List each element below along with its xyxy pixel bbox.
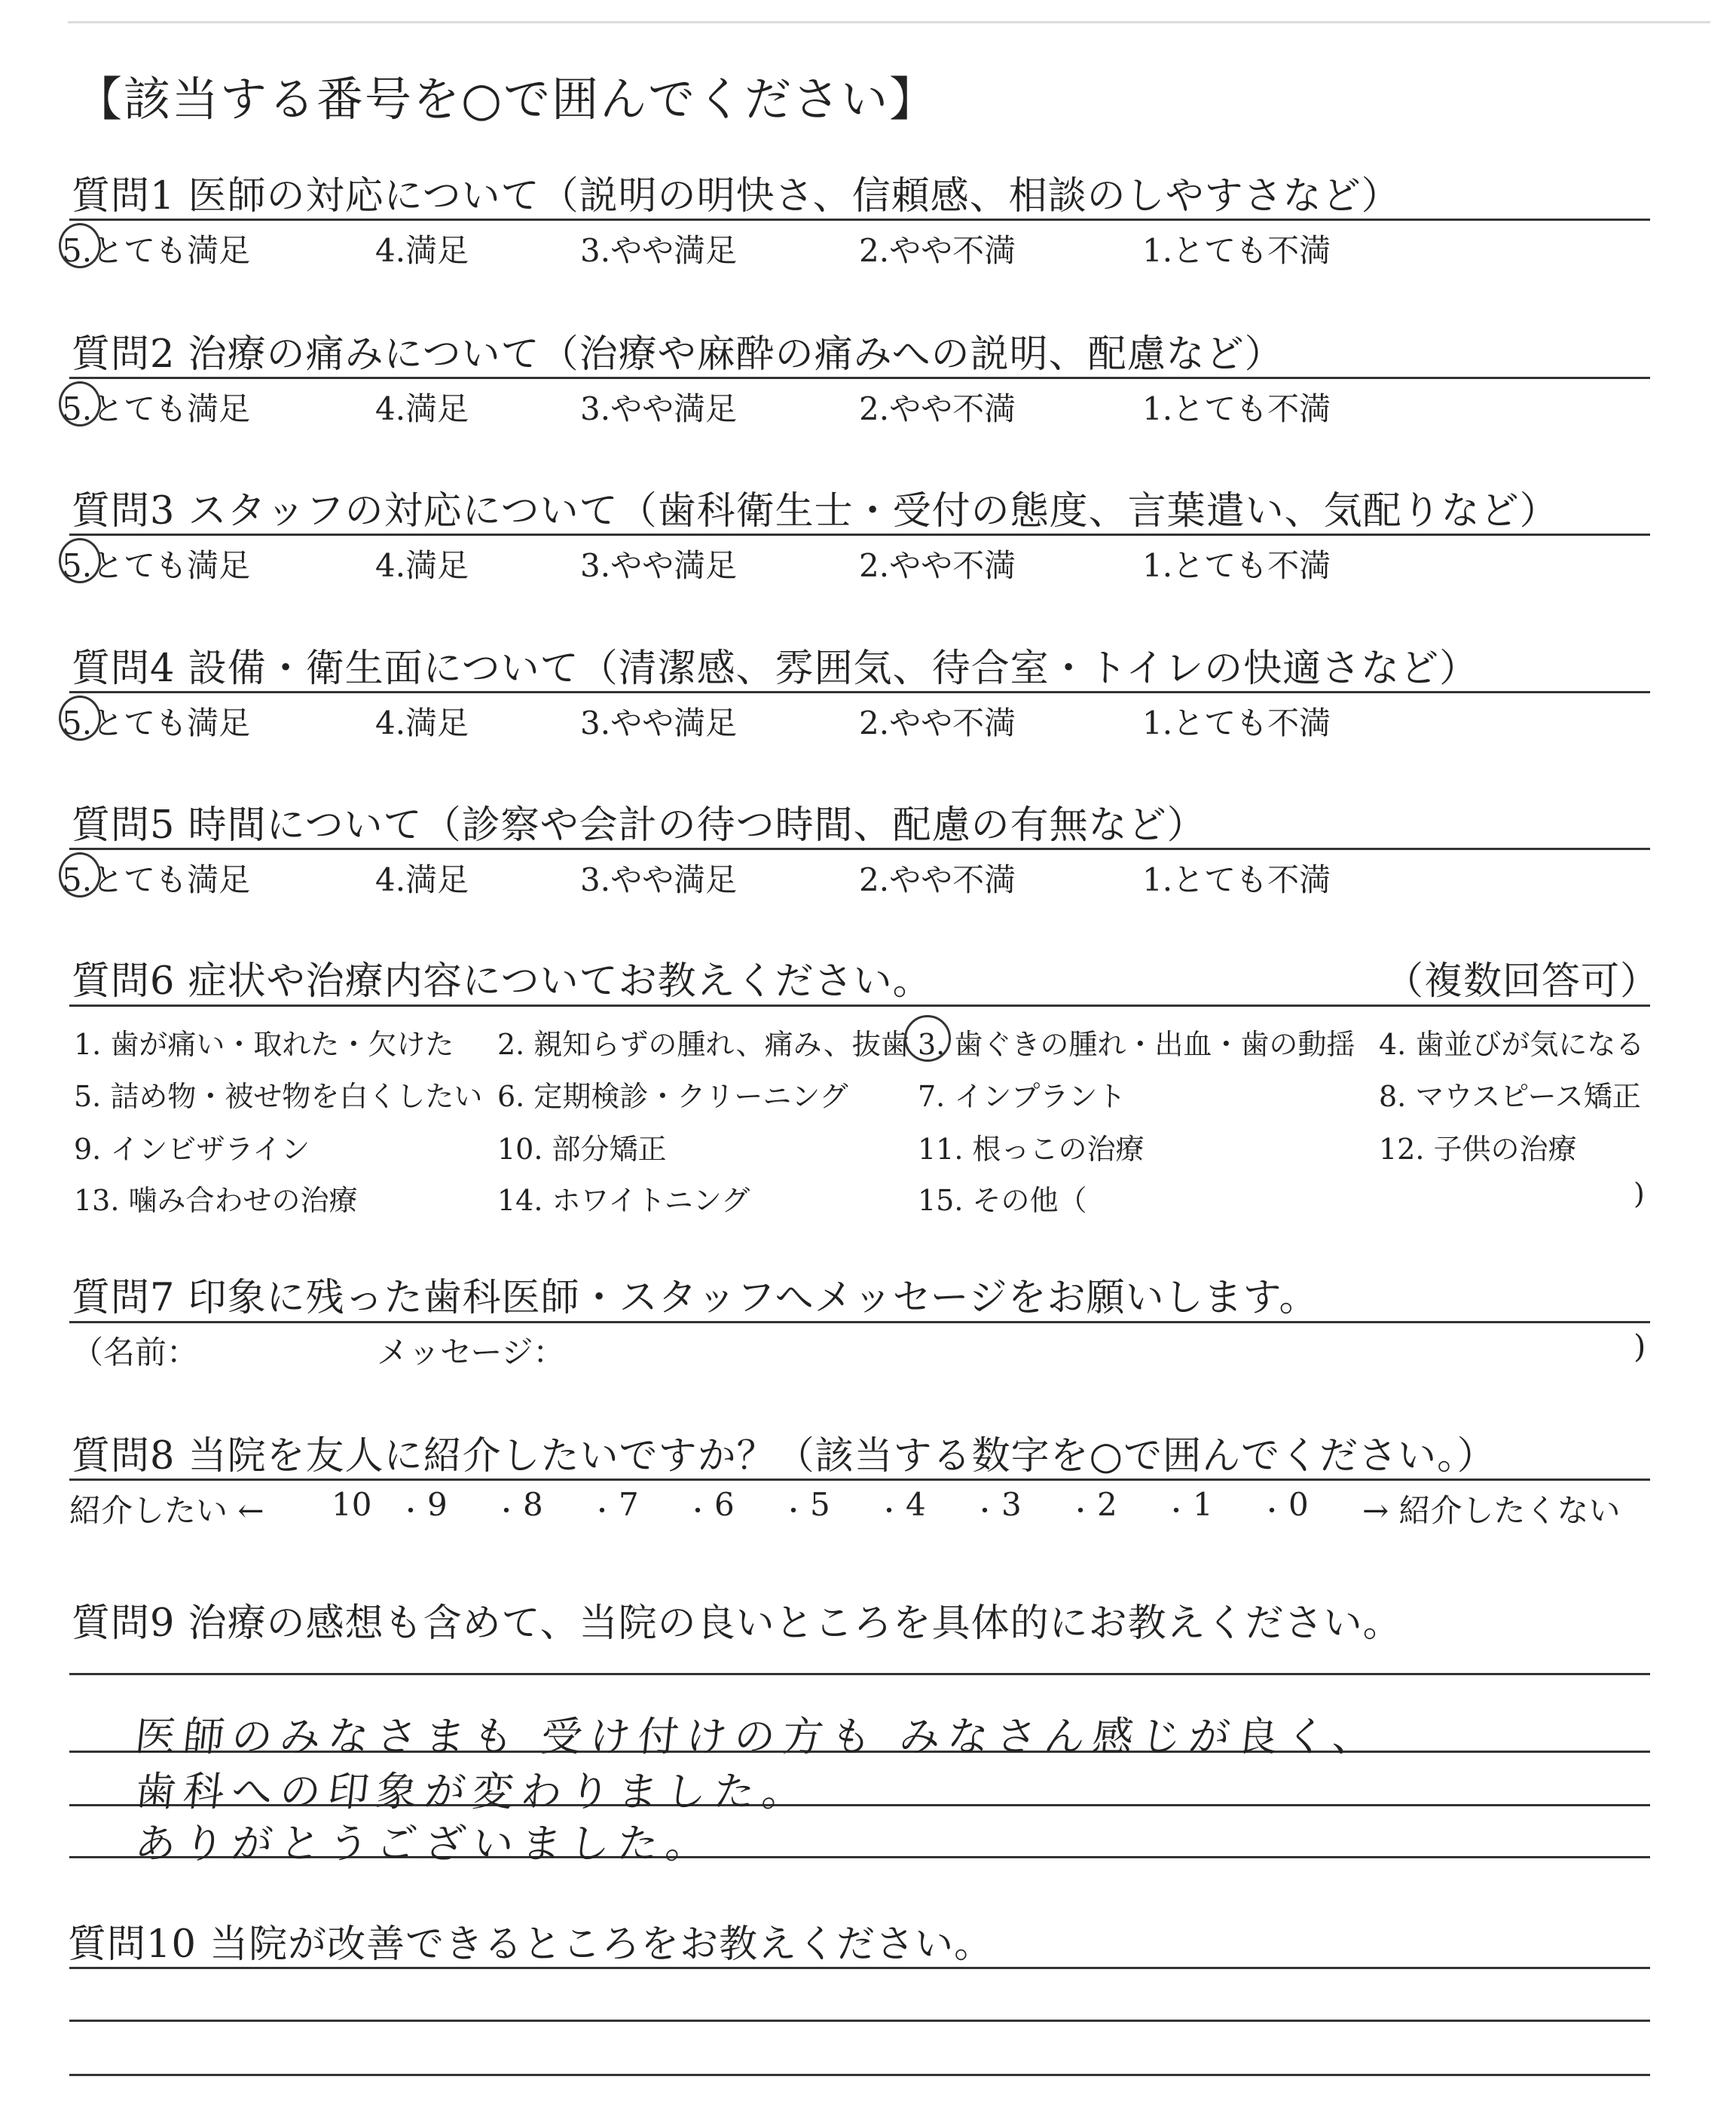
q8-scale-separator: ・	[1163, 1497, 1189, 1527]
q5-option-1: 1.とても不満	[1142, 861, 1331, 898]
q6-title: 質問6 症状や治療内容についてお教えください。	[72, 959, 932, 1004]
q3-option-5: 5.とても満足	[62, 547, 251, 584]
q7-close-paren: )	[1634, 1328, 1646, 1365]
q8-scale-separator: ・	[1259, 1497, 1285, 1527]
q1-rule	[69, 219, 1650, 221]
q2-option-1: 1.とても不満	[1142, 390, 1331, 427]
q6-note: （複数回答可）	[1385, 959, 1660, 1004]
q5-option-3: 3.やや満足	[580, 861, 738, 898]
q5-selection-circle	[59, 852, 101, 898]
q8-rule	[69, 1479, 1650, 1481]
q6-option-13: 13. 噛み合わせの治療	[74, 1184, 358, 1217]
q6-option-14: 14. ホワイトニング	[497, 1184, 750, 1217]
q9-title: 質問9 治療の感想も含めて、当院の良いところを具体的にお教えください。	[72, 1601, 1402, 1646]
q3-title: 質問3 スタッフの対応について（歯科衛生士・受付の態度、言葉遣い、気配りなど）	[72, 489, 1559, 534]
q1-option-1: 1.とても不満	[1142, 232, 1331, 269]
q7-name-label: （名前：	[72, 1334, 199, 1371]
q10-writing-line	[69, 2020, 1650, 2022]
scan-top-edge	[68, 21, 1710, 23]
q8-scale-separator: ・	[972, 1497, 998, 1527]
q8-scale-separator: ・	[1068, 1497, 1093, 1527]
q3-option-1: 1.とても不満	[1142, 547, 1331, 584]
q8-scale-value-0: 0	[1288, 1486, 1309, 1523]
q6-option-12: 12. 子供の治療	[1379, 1133, 1577, 1166]
q10-writing-line	[69, 2074, 1650, 2076]
q2-option-4: 4.満足	[375, 390, 469, 427]
q5-option-2: 2.やや不満	[859, 861, 1016, 898]
q8-scale-value-1: 1	[1193, 1486, 1213, 1523]
q6-option-11: 11. 根っこの治療	[918, 1133, 1145, 1166]
q6-option-1: 1. 歯が痛い・取れた・欠けた	[74, 1028, 454, 1061]
q2-option-3: 3.やや満足	[580, 390, 738, 427]
q5-option-4: 4.満足	[375, 861, 469, 898]
q4-option-1: 1.とても不満	[1142, 705, 1331, 742]
q8-scale-separator: ・	[876, 1497, 902, 1527]
q3-selection-circle	[59, 538, 101, 583]
q6-option-9: 9. インビザライン	[74, 1133, 310, 1166]
q8-scale-value-3: 3	[1001, 1486, 1022, 1523]
q6-option-8: 8. マウスピース矯正	[1379, 1080, 1641, 1113]
q1-option-2: 2.やや不満	[859, 232, 1016, 269]
q1-selection-circle	[59, 223, 101, 268]
q6-option-10: 10. 部分矯正	[497, 1133, 667, 1166]
q8-scale-separator: ・	[589, 1497, 615, 1527]
form-header: 【該当する番号を○で囲んでください】	[75, 72, 938, 127]
q2-title: 質問2 治療の痛みについて（治療や麻酔の痛みへの説明、配慮など）	[72, 332, 1284, 377]
q7-title: 質問7 印象に残った歯科医師・スタッフへメッセージをお願いします。	[72, 1276, 1319, 1320]
q8-scale-value-6: 6	[714, 1486, 735, 1523]
q7-rule	[69, 1321, 1650, 1323]
q6-option-16: )	[1634, 1177, 1645, 1210]
q4-option-5: 5.とても満足	[62, 705, 251, 742]
q1-option-3: 3.やや満足	[580, 232, 738, 269]
q9-answer-line-3: ありがとうございました。	[133, 1820, 717, 1867]
q4-selection-circle	[59, 696, 101, 741]
q4-option-4: 4.満足	[375, 705, 469, 742]
q8-scale-separator: ・	[494, 1497, 519, 1527]
q8-right-label: → 紹介したくない	[1362, 1492, 1621, 1529]
q6-option-6: 6. 定期検診・クリーニング	[497, 1080, 848, 1113]
q6-option-4: 4. 歯並びが気になる	[1379, 1028, 1645, 1061]
q4-option-2: 2.やや不満	[859, 705, 1016, 742]
q5-option-5: 5.とても満足	[62, 861, 251, 898]
q4-option-3: 3.やや満足	[580, 705, 738, 742]
q6-option-15: 15. その他（	[918, 1184, 1087, 1217]
q8-scale-value-10: 10	[332, 1486, 372, 1523]
q8-scale-separator: ・	[685, 1497, 711, 1527]
q10-writing-line	[69, 1967, 1650, 1969]
q2-selection-circle	[59, 381, 101, 427]
q2-option-2: 2.やや不満	[859, 390, 1016, 427]
q6-option-5: 5. 詰め物・被せ物を白くしたい	[74, 1080, 483, 1113]
q10-title: 質問10 当院が改善できるところをお教えください。	[68, 1922, 994, 1967]
q9-answer-line-1: 医師のみなさまも 受け付けの方も みなさん感じが良く、	[133, 1713, 1384, 1760]
q8-scale-value-8: 8	[523, 1486, 543, 1523]
q8-scale-value-4: 4	[906, 1486, 926, 1523]
q8-left-label: 紹介したい ←	[69, 1492, 264, 1529]
q6-selection-circle	[904, 1015, 951, 1062]
q9-writing-line	[69, 1673, 1650, 1675]
q8-scale-value-9: 9	[427, 1486, 448, 1523]
q1-title: 質問1 医師の対応について（説明の明快さ、信頼感、相談のしやすさなど）	[72, 174, 1401, 219]
q8-scale-separator: ・	[398, 1497, 423, 1527]
q6-rule	[69, 1005, 1650, 1007]
q1-option-4: 4.満足	[375, 232, 469, 269]
q8-title: 質問8 当院を友人に紹介したいですか？（該当する数字を○で囲んでください。）	[72, 1434, 1496, 1479]
q1-option-5: 5.とても満足	[62, 232, 251, 269]
q6-option-3: 3. 歯ぐきの腫れ・出血・歯の動揺	[918, 1028, 1355, 1061]
q4-rule	[69, 691, 1650, 693]
q3-rule	[69, 534, 1650, 536]
q3-option-3: 3.やや満足	[580, 547, 738, 584]
q4-title: 質問4 設備・衛生面について（清潔感、雰囲気、待合室・トイレの快適さなど）	[72, 647, 1479, 691]
q5-title: 質問5 時間について（診察や会計の待つ時間、配慮の有無など）	[72, 803, 1206, 848]
q9-answer-line-2: 歯科への印象が変わりました。	[133, 1768, 813, 1815]
q8-scale-value-7: 7	[619, 1486, 639, 1523]
q6-option-7: 7. インプラント	[918, 1080, 1126, 1113]
q7-message-label: メッセージ：	[377, 1334, 565, 1371]
q8-scale-separator: ・	[781, 1497, 806, 1527]
q5-rule	[69, 848, 1650, 850]
q3-option-2: 2.やや不満	[859, 547, 1016, 584]
q8-scale-value-5: 5	[810, 1486, 830, 1523]
q6-option-2: 2. 親知らずの腫れ、痛み、抜歯	[497, 1028, 909, 1061]
q3-option-4: 4.満足	[375, 547, 469, 584]
q2-rule	[69, 377, 1650, 379]
q2-option-5: 5.とても満足	[62, 390, 251, 427]
q8-scale-value-2: 2	[1097, 1486, 1117, 1523]
